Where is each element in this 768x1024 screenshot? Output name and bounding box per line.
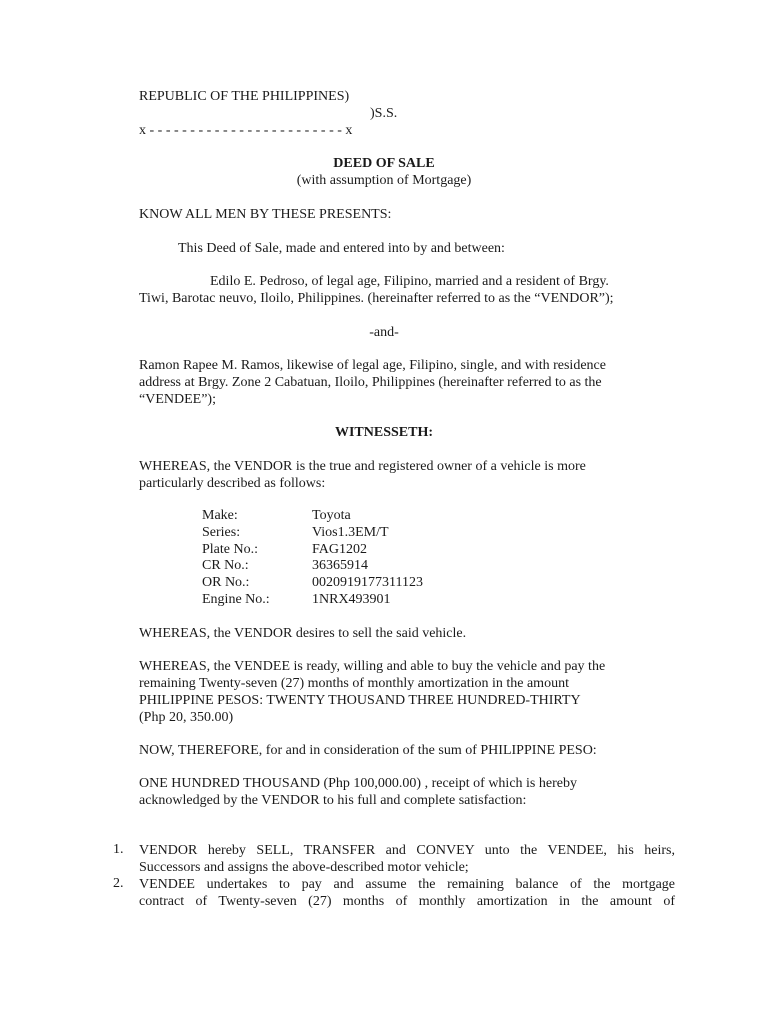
republic-line: REPUBLIC OF THE PHILIPPINES) xyxy=(139,89,350,104)
vehicle-label: Engine No.: xyxy=(202,592,270,607)
whereas-3-line-3: PHILIPPINE PESOS: TWENTY THOUSAND THREE HUNDRED-THIRTY xyxy=(139,693,581,708)
vendee-line-2: address at Brgy. Zone 2 Cabatuan, Iloilo, Philippines (hereinafter referred to as the xyxy=(139,375,602,390)
now-therefore-line: NOW, THEREFORE, for and in consideration of the sum of PHILIPPINE PESO: xyxy=(139,743,597,758)
vehicle-value: Vios1.3EM/T xyxy=(312,525,389,540)
vehicle-label: Plate No.: xyxy=(202,542,258,557)
witnesseth-heading: WITNESSETH: xyxy=(334,425,434,440)
whereas-1-line-2: particularly described as follows: xyxy=(139,476,326,491)
know-all-men-line: KNOW ALL MEN BY THESE PRESENTS: xyxy=(139,207,392,222)
whereas-3-line-4: (Php 20, 350.00) xyxy=(139,710,234,725)
list-item-1-line-2: Successors and assigns the above-described motor vehicle; xyxy=(139,860,469,875)
whereas-3-line-2: remaining Twenty-seven (27) months of monthly amortization in the amount xyxy=(139,676,569,691)
list-item-2-line-2: contract of Twenty-seven (27) months of monthly amortization in the amount of xyxy=(139,894,675,909)
list-item-number: 1. xyxy=(113,842,124,857)
consideration-line-2: acknowledged by the VENDOR to his full and complete satisfaction: xyxy=(139,793,527,808)
vendor-line-1: Edilo E. Pedroso, of legal age, Filipino, married and a resident of Brgy. xyxy=(210,274,609,289)
list-item-2-line-1: VENDEE undertakes to pay and assume the remaining balance of the mortgage xyxy=(139,877,675,892)
list-item-number: 2. xyxy=(113,876,124,891)
vehicle-value: FAG1202 xyxy=(312,542,367,557)
vehicle-label: CR No.: xyxy=(202,558,249,573)
vehicle-label: OR No.: xyxy=(202,575,250,590)
and-separator: -and- xyxy=(369,325,399,340)
vehicle-value: 1NRX493901 xyxy=(312,592,391,607)
separator-line: x - - - - - - - - - - - - - - - - - - - - - - - - x xyxy=(139,123,353,138)
vehicle-label: Make: xyxy=(202,508,238,523)
vendor-line-2: Tiwi, Barotac neuvo, Iloilo, Philippines. (hereinafter referred to as the “VENDOR”); xyxy=(139,291,614,306)
vendee-line-3: “VENDEE”); xyxy=(139,392,216,407)
vehicle-value: 36365914 xyxy=(312,558,368,573)
vehicle-label: Series: xyxy=(202,525,241,540)
consideration-line-1: ONE HUNDRED THOUSAND (Php 100,000.00) , receipt of which is hereby xyxy=(139,776,577,791)
document-title: DEED OF SALE xyxy=(333,156,435,171)
intro-line: This Deed of Sale, made and entered into by and between: xyxy=(178,241,505,256)
list-item-1-line-1: VENDOR hereby SELL, TRANSFER and CONVEY unto the VENDEE, his heirs, xyxy=(139,843,675,858)
vehicle-value: 0020919177311123 xyxy=(312,575,423,590)
vendee-line-1: Ramon Rapee M. Ramos, likewise of legal age, Filipino, single, and with residence xyxy=(139,358,606,373)
document-subtitle: (with assumption of Mortgage) xyxy=(296,173,472,188)
ss-marker: )S.S. xyxy=(370,106,398,121)
whereas-1-line-1: WHEREAS, the VENDOR is the true and registered owner of a vehicle is more xyxy=(139,459,586,474)
whereas-3-line-1: WHEREAS, the VENDEE is ready, willing and able to buy the vehicle and pay the xyxy=(139,659,606,674)
whereas-2-line: WHEREAS, the VENDOR desires to sell the said vehicle. xyxy=(139,626,467,641)
vehicle-value: Toyota xyxy=(312,508,351,523)
